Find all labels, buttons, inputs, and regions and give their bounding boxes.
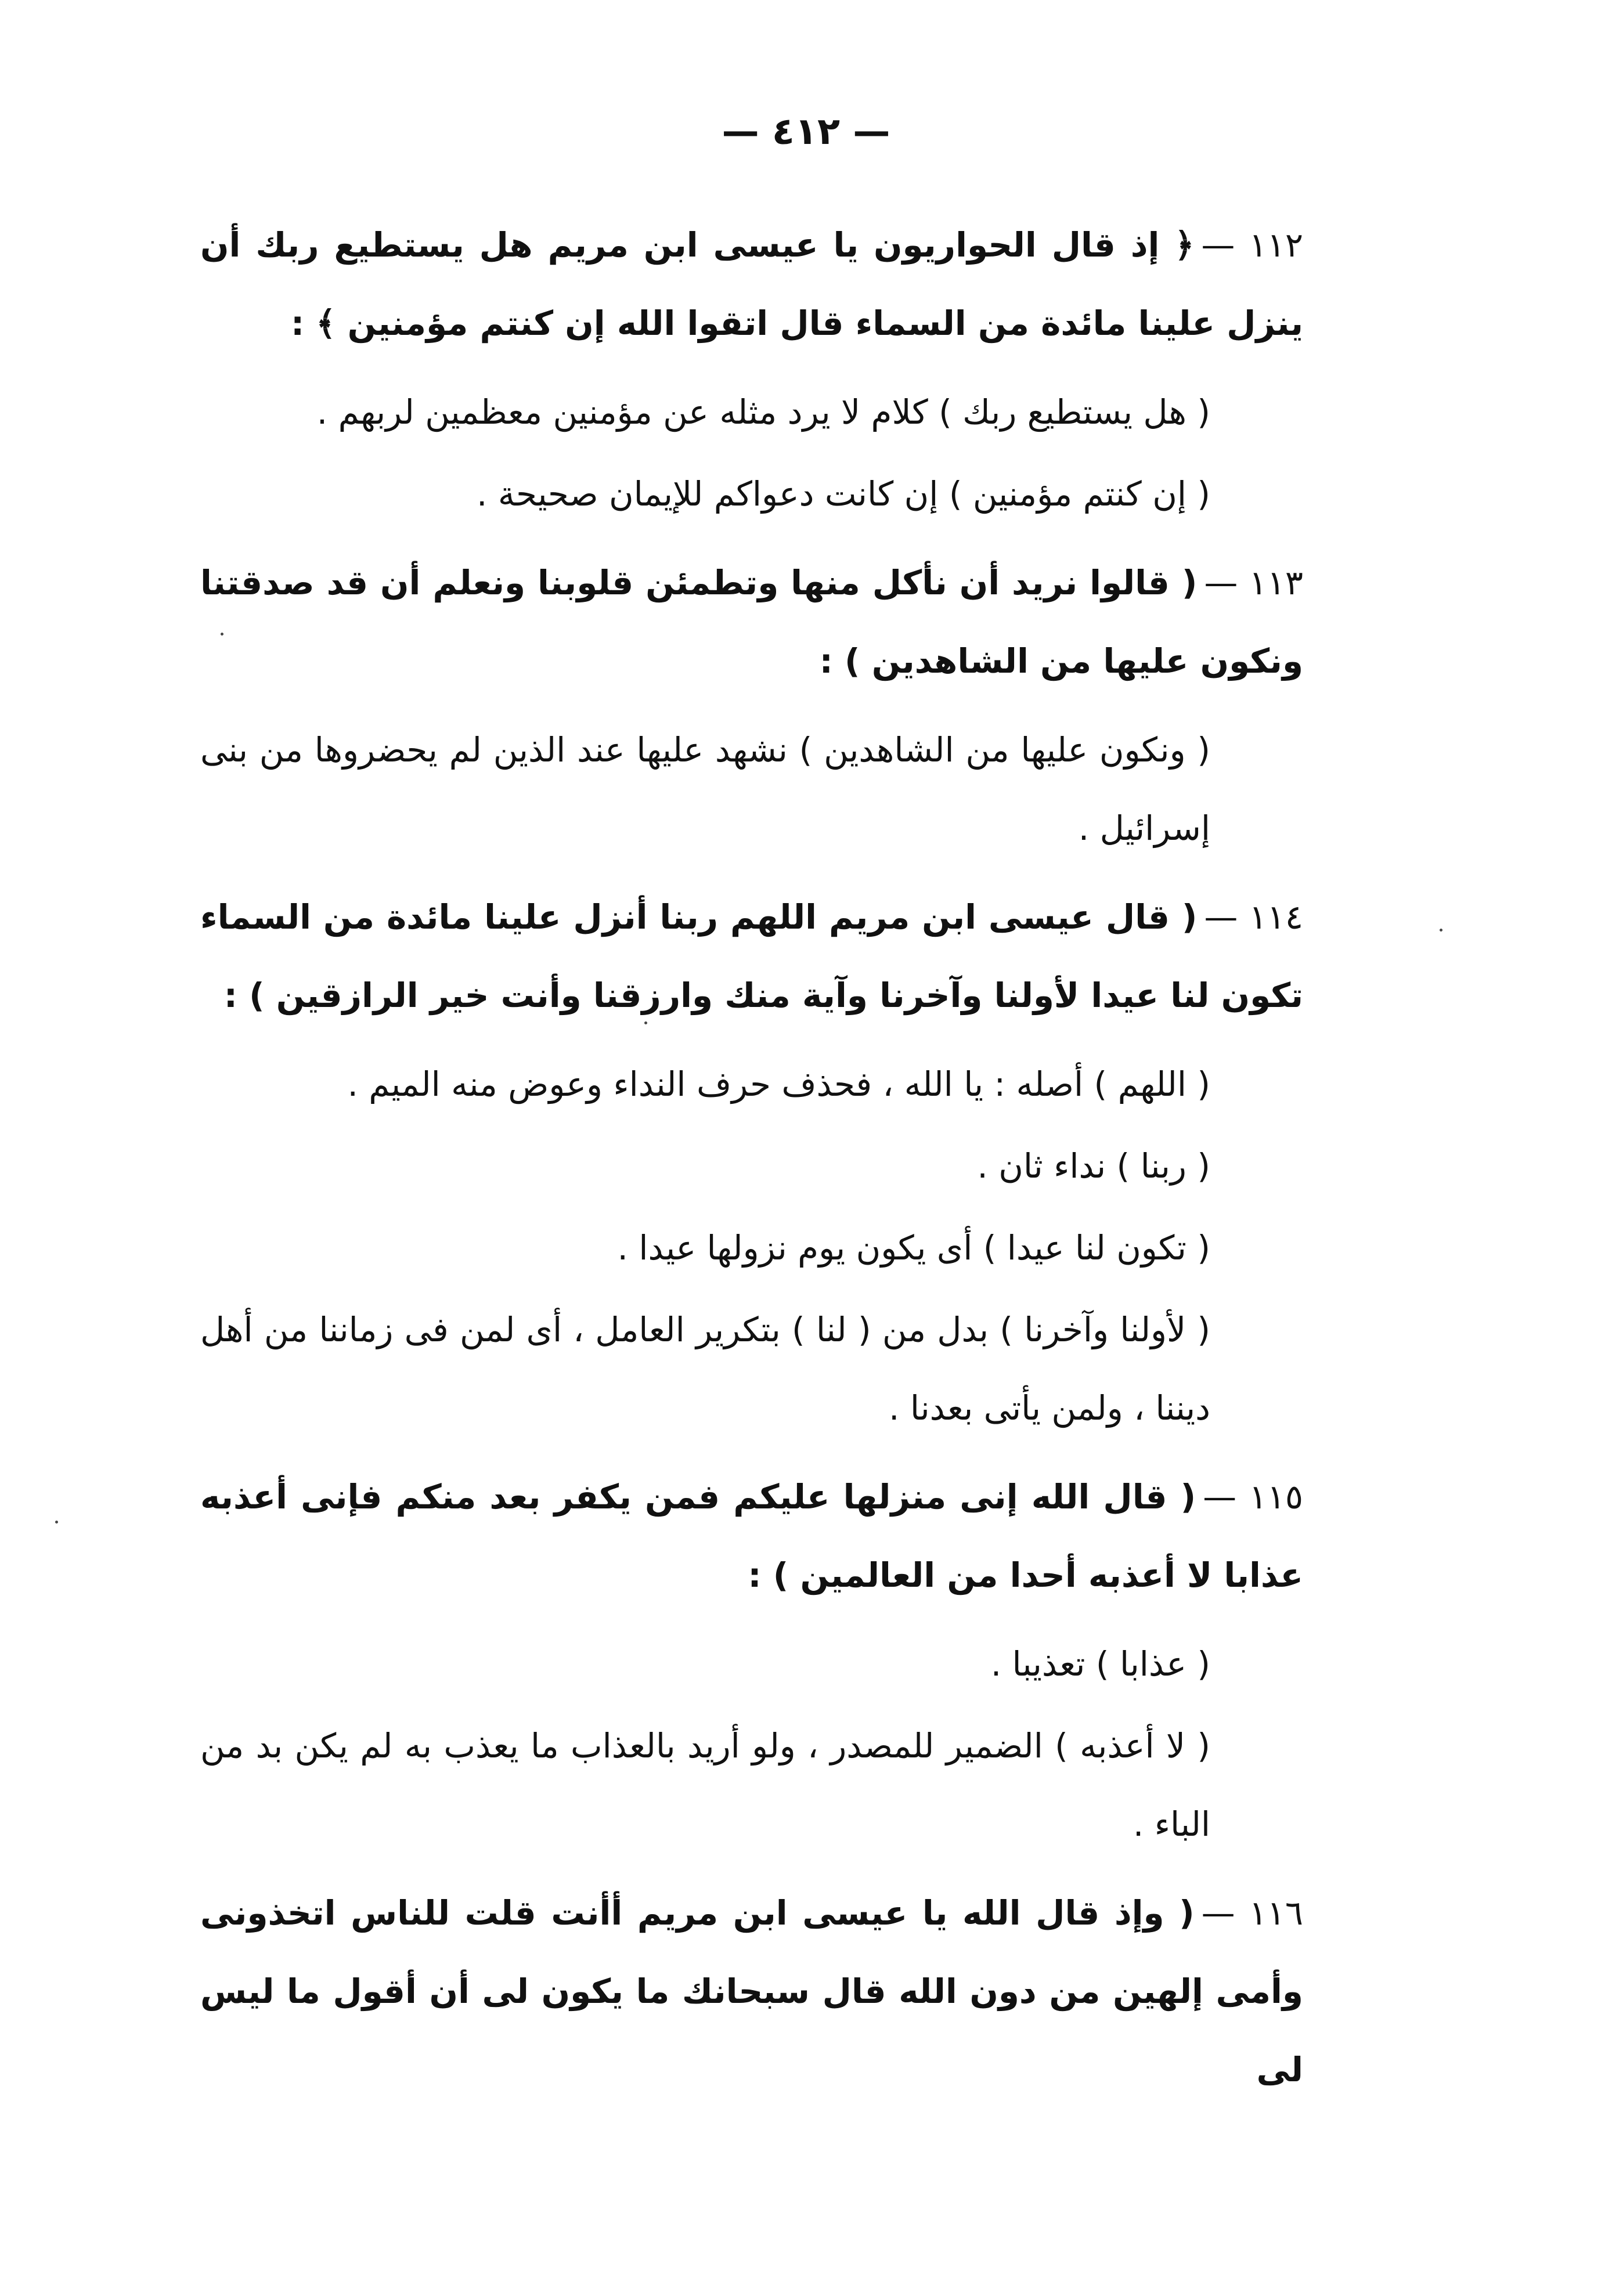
verse-text: ( قال عيسى ابن مريم اللهم ربنا أنزل علينا مائدة من السماء تكون لنا عيدا لأولنا وآخرنا وآية منك وارزقنا وأنت خير الرازقين ) : xyxy=(200,897,1303,1015)
gloss-line: ( ونكون عليها من الشاهدين ) نشهد عليها عند الذين لم يحضروها من بنى إسرائيل . xyxy=(200,730,1210,848)
verse-number: ١١٢ — xyxy=(1201,225,1303,265)
verse-number: ١١٣ — xyxy=(1204,563,1304,602)
gloss-line: ( إن كنتم مؤمنين ) إن كانت دعواكم للإيمان صحيحة . xyxy=(477,474,1210,514)
verse-114 xyxy=(200,878,1303,1035)
scan-speck xyxy=(644,1021,647,1024)
gloss-line: ( تكون لنا عيدا ) أى يكون يوم نزولها عيدا . xyxy=(617,1228,1210,1268)
gloss-line: ( هل يستطيع ربك ) كلام لا يرد مثله عن مؤمنين معظمين لربهم . xyxy=(316,392,1210,432)
verse-113 xyxy=(200,544,1303,701)
verse-text: ( وإذ قال الله يا عيسى ابن مريم أأنت قلت للناس اتخذونى وأمى إلهين من دون الله قال سبحانك ما يكون لى أن أقول ما ليس لى xyxy=(200,1893,1303,2089)
verse-number: ١١٦ — xyxy=(1201,1893,1303,1933)
page-body xyxy=(200,206,1303,2109)
verse-116 xyxy=(200,1874,1303,2109)
gloss-line: ( لا أعذبه ) الضمير للمصدر ، ولو أريد بالعذاب ما يعذب به لم يكن بد من الباء . xyxy=(200,1726,1210,1844)
verse-number: ١١٥ — xyxy=(1203,1477,1304,1517)
gloss-line: ( ربنا ) نداء ثان . xyxy=(977,1146,1210,1186)
scan-speck xyxy=(221,633,223,636)
verse-number: ١١٤ — xyxy=(1204,897,1303,937)
verse-text: ( قالوا نريد أن نأكل منها وتطمئن قلوبنا ونعلم أن قد صدقتنا ونكون عليها من الشاهدين ) : xyxy=(200,563,1303,681)
gloss-line: ( عذابا ) تعذيبا . xyxy=(990,1644,1210,1684)
verse-text: ( قال الله إنى منزلها عليكم فمن يكفر بعد منكم فإنى أعذبه عذابا لا أعذبه أحدا من العالمين ) : xyxy=(200,1477,1303,1595)
verse-115 xyxy=(200,1458,1303,1615)
verse-112 xyxy=(200,206,1303,363)
scan-speck xyxy=(1440,929,1442,932)
verse-text: ﴿ إذ قال الحواريون يا عيسى ابن مريم هل يستطيع ربك أن ينزل علينا مائدة من السماء قال اتقوا الله إن كنتم مؤمنين ﴾ : xyxy=(200,225,1303,343)
gloss-line: ( لأولنا وآخرنا ) بدل من ( لنا ) بتكرير العامل ، أى لمن فى زماننا من أهل ديننا ، ولمن يأتى بعدنا . xyxy=(200,1310,1210,1428)
gloss-line: ( اللهم ) أصله : يا الله ، فحذف حرف النداء وعوض منه الميم . xyxy=(347,1064,1210,1104)
page-number: — ٤١٢ — xyxy=(722,110,890,153)
scan-speck xyxy=(55,1521,58,1524)
